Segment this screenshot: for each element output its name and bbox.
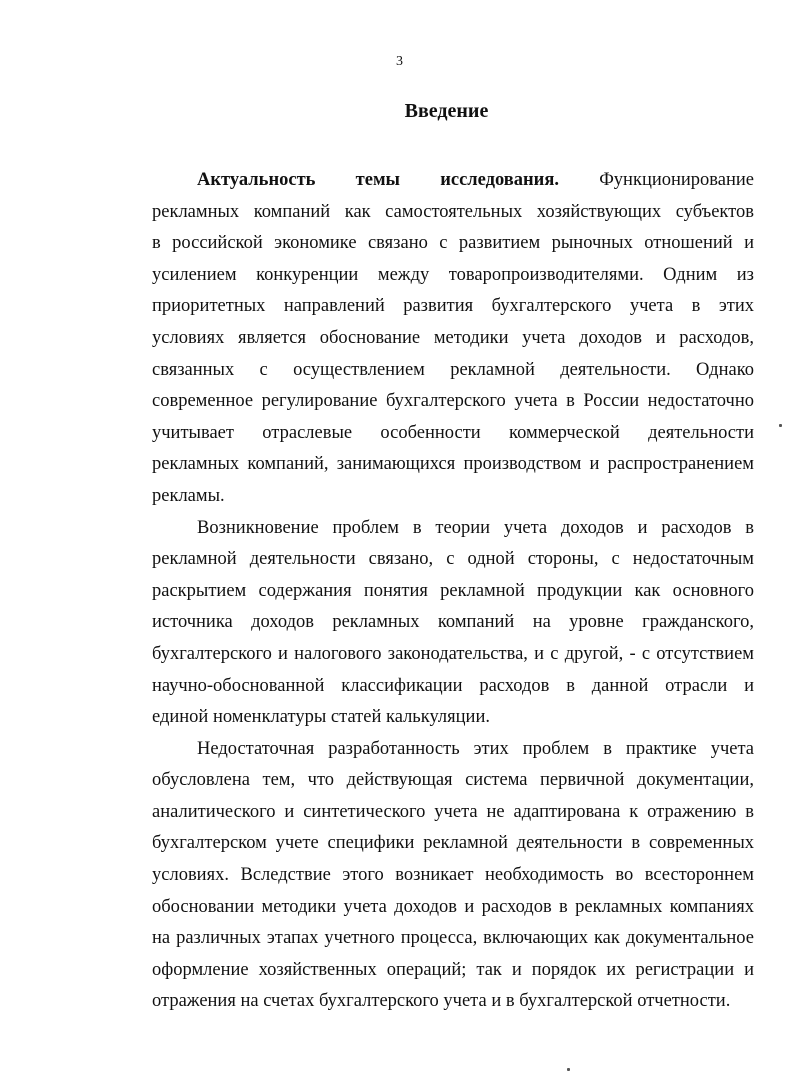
paragraph-1-line-1: Актуальность темы исследования. Функционирование: [197, 170, 755, 190]
paragraph-2-line: единой номенклатуры статей калькуляции.: [152, 707, 490, 728]
section-heading: Введение: [404, 100, 489, 122]
paragraph-3-line: условиях. Вследствие этого возникает необходимость во всестороннем: [152, 865, 754, 886]
paragraph-1-line: рекламных компаний, занимающихся производством и распространением: [152, 454, 754, 475]
paragraph-1-line: связанных с осуществлением рекламной деятельности. Однако: [152, 359, 754, 380]
page-number: 3: [396, 54, 403, 69]
body-text: [152, 165, 754, 1018]
paragraph-2-line: рекламной деятельности связано, с одной стороны, с недостаточным: [152, 549, 754, 570]
paragraph-3-line: аналитического и синтетического учета не адаптирована к отражению в: [152, 801, 754, 822]
paragraph-1-line: рекламных компаний как самостоятельных хозяйствующих субъектов: [152, 201, 754, 222]
paragraph-1-line: современное регулирование бухгалтерского учета в России недостаточно: [152, 391, 754, 412]
paragraph-3-line: обосновании методики учета доходов и расходов в рекламных компаниях: [152, 896, 754, 917]
paragraph-1-line: учитывает отраслевые особенности коммерческой деятельности: [152, 422, 754, 443]
paragraph-3-line: на различных этапах учетного процесса, включающих как документальное: [152, 928, 754, 949]
paragraph-2-line: источника доходов рекламных компаний на уровне гражданского,: [152, 612, 754, 633]
scan-speck: [779, 424, 782, 427]
paragraph-1-line: усилением конкуренции между товаропроизводителями. Одним из: [152, 264, 754, 285]
paragraph-2-line: Возникновение проблем в теории учета доходов и расходов в: [197, 517, 754, 538]
paragraph-3-line: обусловлена тем, что действующая система первичной документации,: [152, 770, 754, 791]
paragraph-2-line: бухгалтерского и налогового законодательства, и с другой, - с отсутствием: [152, 643, 754, 664]
paragraph-3-line: отражения на счетах бухгалтерского учета и в бухгалтерской отчетности.: [152, 991, 731, 1012]
paragraph-2-line: научно-обоснованной классификации расходов в данной отрасли и: [152, 675, 754, 696]
paragraph-1-line: рекламы.: [152, 485, 225, 506]
paragraph-1-line: условиях является обоснование методики учета доходов и расходов,: [152, 327, 754, 348]
scan-speck: [567, 1068, 570, 1071]
paragraph-lead: Актуальность темы исследования.: [197, 170, 559, 190]
paragraph-3-line: Недостаточная разработанность этих проблем в практике учета: [197, 738, 754, 759]
paragraph-3-line: бухгалтерском учете специфики рекламной деятельности в современных: [152, 833, 754, 854]
paragraph-2-line: раскрытием содержания понятия рекламной продукции как основного: [152, 580, 754, 601]
paragraph-1-line: приоритетных направлений развития бухгалтерского учета в этих: [152, 296, 754, 317]
paragraph-1-line: в российской экономике связано с развитием рыночных отношений и: [152, 233, 754, 254]
paragraph-3-line: оформление хозяйственных операций; так и порядок их регистрации и: [152, 959, 754, 980]
